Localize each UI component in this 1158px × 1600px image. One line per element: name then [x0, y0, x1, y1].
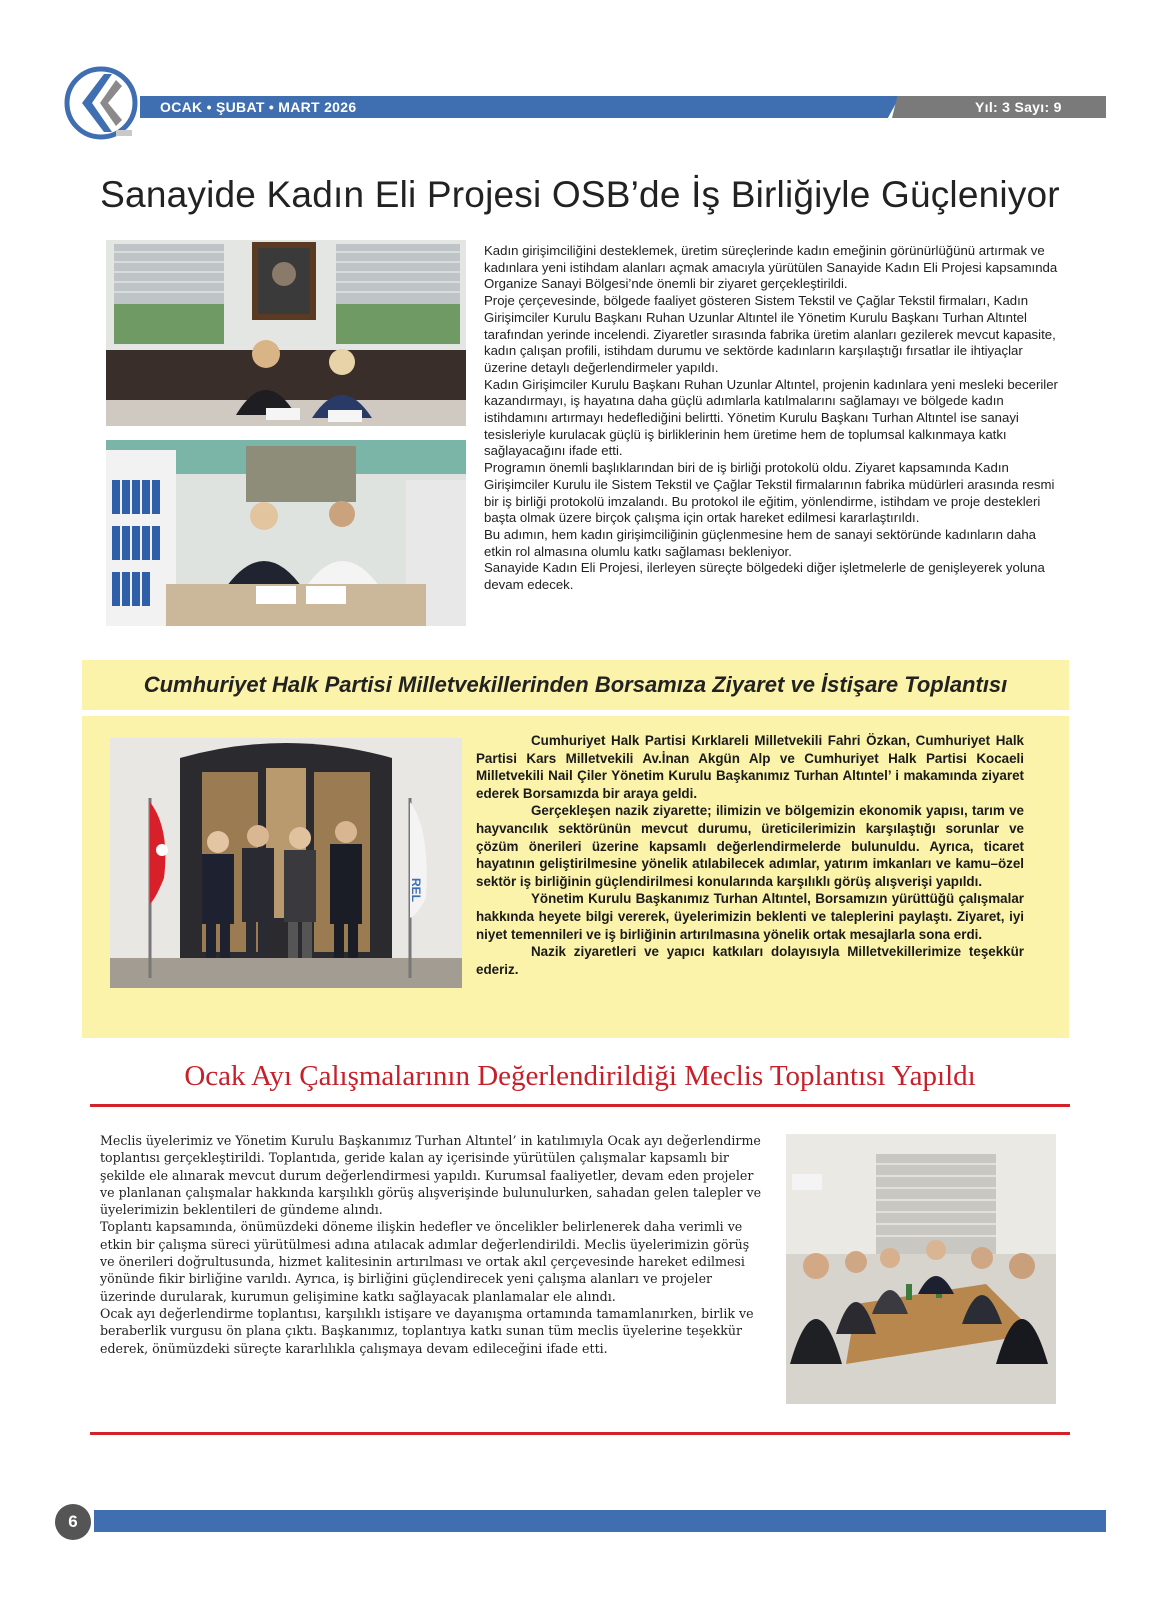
article2-body	[476, 732, 1024, 978]
page-number: 6	[55, 1504, 91, 1540]
flag-text: REL	[409, 878, 423, 902]
article1-body	[484, 243, 1064, 594]
issue-number: Yıl: 3 Sayı: 9	[975, 99, 1062, 115]
article1-paragraph: Programın önemli başlıklarından biri de iş birliği protokolü oldu. Ziyaret kapsamında Kadın Girişimciler Kurulu ile Sistem Tekstil ve Çağlar Tekstil firmalarının fabrika müdürleri arasında resmi bir iş birliği protokolü imzalandı. Bu protokol ile eğitim, yönlendirme, istihdam ve proje destekleri başta olmak üzere birçok çalışma için ortak hareket edilmesi kararlaştırıldı.	[484, 460, 1055, 526]
article1-paragraph: Kadın Girişimciler Kurulu Başkanı Ruhan Uzunlar Altıntel, projenin kadınlara yeni mesleki beceriler kazandırmayı, iş hayatına daha güçlü adımlarla katılmalarını sağlamayı ve bölgede kadın istihdamını artırmayı hedeflediğini belirtti. Yönetim Kurulu Başkanı Turhan Altıntel ise sanayi tesisleriyle kurulacak güçlü iş birliklerinin hem üretime hem de toplumsal kalkınmaya katkı sağlayacağını ifade etti.	[484, 376, 1058, 459]
photo-protocol-signing-factory	[106, 440, 466, 626]
article1-paragraph: Kadın girişimciliğini desteklemek, üretim süreçlerinde kadın emeğinin görünürlüğünü artırmak ve kadınlara yeni istihdam alanları açmak amacıyla yürütülen Sanayide Kadın Eli Projesi kapsamında Organize Sanayi Bölgesi’nde önemli bir ziyaret gerçekleştirildi.	[484, 243, 1058, 292]
article2-paragraph: Yönetim Kurulu Başkanımız Turhan Altıntel, Borsamızın yürüttüğü çalışmalar hakkında heyete bilgi vererek, üyelerimizin beklenti ve taleplerini paylaştı. Ziyaret, iyi niyet temennileri ve iş birliğinin artırılmasına yönelik ortak mesajlarla sona erdi.	[476, 891, 1024, 942]
photo-council-meeting	[786, 1134, 1056, 1404]
article2-paragraph: Gerçekleşen nazik ziyarette; ilimizin ve bölgemizin ekonomik yapısı, tarım ve hayvancılık sektörünün mevcut durumu, üreticilerimizin karşılaştığı sorunlar ve çözüm önerileri üzerine kapsamlı değerlendirmelerde bulunuldu. Ayrıca, ticaret hayatının geliştirilmesine yönelik atılabilecek adımlar, yatırım imkanları ve kamu–özel sektör iş birliğinin güçlendirilmesi konularında karşılıklı görüş alışverişi yapıldı.	[476, 803, 1024, 889]
article3-paragraph: Ocak ayı değerlendirme toplantısı, karşılıklı istişare ve dayanışma ortamında tamamlanırken, birlik ve beraberlik vurgusu ön plana çıktı. Başkanımız, toplantıya katkı sunan tüm meclis üyelerine teşekkür ederek, önümüzdeki süreçte kararlılıkla çalışmaya devam edileceğini ifade etti.	[100, 1305, 754, 1356]
article3-body	[100, 1132, 764, 1357]
footer-bar	[94, 1510, 1106, 1532]
article1-paragraph: Sanayide Kadın Eli Projesi, ilerleyen süreçte bölgedeki diğer işletmelerle de genişleyerek yoluna devam edecek.	[484, 560, 1045, 593]
article3-paragraph: Meclis üyelerimiz ve Yönetim Kurulu Başkanımız Turhan Altıntel’ in katılımıyla Ocak ayı değerlendirme toplantısı gerçekleştirildi. Toplantıda, geride kalan ay içerisinde yürütülen çalışmalar kapsamlı bir şekilde ele alınarak mevcut durum değerlendirmesi yapıldı. Kurumsal faaliyetler, devam eden projeler ve planlanan çalışmalar hakkında karşılıklı görüş alışverişinde bulunulurken, sahadan gelen talepler ve üyelerimizin beklentileri de gündeme alındı.	[100, 1133, 762, 1218]
photo-protocol-signing-office	[106, 240, 466, 426]
article3-title: Ocak Ayı Çalışmalarının Değerlendirildiği Meclis Toplantısı Yapıldı	[184, 1060, 976, 1092]
article2-title: Cumhuriyet Halk Partisi Milletvekillerinden Borsamıza Ziyaret ve İstişare Toplantısı	[143, 672, 1008, 697]
article3-top-rule	[90, 1104, 1070, 1107]
article3-bottom-rule	[90, 1432, 1070, 1435]
photo-deputies-visit	[110, 738, 462, 988]
issue-date: OCAK • ŞUBAT • MART 2026	[160, 99, 357, 115]
article1-paragraph: Proje çerçevesinde, bölgede faaliyet gösteren Sistem Tekstil ve Çağlar Tekstil firmaları, Kadın Girişimciler Kurulu Başkanı Ruhan Uzunlar Altıntel ile Yönetim Kurulu Başkanı Turhan Altıntel tarafından yerinde incelendi. Ziyaretler sırasında fabrika üretim alanları gezilerek mevcut kapasite, kadın çalışan profili, istihdam durumu ve sektörde kadınların karşılaştığı fırsatlar ile ihtiyaçlar üzerine detaylı değerlendirmeler yapıldı.	[484, 293, 1056, 375]
chamber-logo	[60, 62, 142, 144]
article1-paragraph: Bu adımın, hem kadın girişimciliğinin güçlenmesine hem de sanayi sektöründe kadınların daha etkin rol almasına olumlu katkı sağlaması bekleniyor.	[484, 526, 1036, 559]
article2-paragraph: Nazik ziyaretleri ve yapıcı katkıları dolayısıyla Milletvekillerimize teşekkür ederiz.	[476, 944, 1024, 977]
article1-title: Sanayide Kadın Eli Projesi OSB’de İş Birliğiyle Güçleniyor	[100, 174, 1060, 215]
article3-paragraph: Toplantı kapsamında, önümüzdeki döneme ilişkin hedefler ve öncelikler belirlenerek daha verimli ve etkin bir çalışma süreci yürütülmesi adına atılacak adımlar değerlendirildi. Meclis üyelerimizin görüş ve önerileri doğrultusunda, hizmet kalitesinin artırılması ve ortak akıl çerçevesinde hareket edilmesi yönünde fikir birliğine varıldı. Ayrıca, iş birliğini güçlendirecek yeni çalışma alanları ve projeler üzerinde durularak, kurumun gelişimine katkı sağlayacak planlamalar ele alındı.	[100, 1219, 750, 1304]
article2-paragraph: Cumhuriyet Halk Partisi Kırklareli Milletvekili Fahri Özkan, Cumhuriyet Halk Partisi Kars Milletvekili Av.İnan Akgün Alp ve Cumhuriyet Halk Partisi Kocaeli Milletvekili Nail Çiler Yönetim Kurulu Başkanımız Turhan Altıntel’ i makamında ziyaret ederek Borsamızda bir araya geldi.	[476, 733, 1024, 801]
